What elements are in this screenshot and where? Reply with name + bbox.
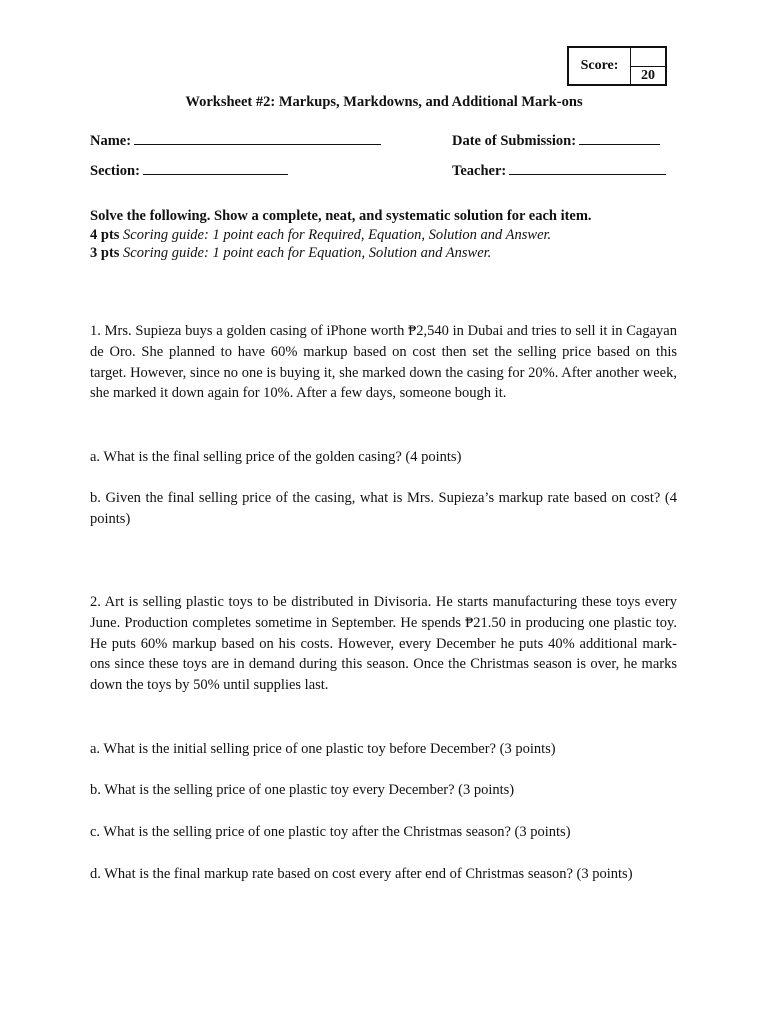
teacher-label: Teacher: xyxy=(452,163,507,179)
section-line[interactable] xyxy=(143,160,288,175)
teacher-line[interactable] xyxy=(509,160,666,175)
problem-1-text: 1. Mrs. Supieza buys a golden casing of iPhone worth ₱2,540 in Dubai and tries to sell it in Cagayan de Oro. She planned to have 60% markup based on cost then set the selling price based on this target. However, since no one is buying it, she marked down the casing for 20%. After another week, she marked it down again for 10%. After a few days, someone bough it. xyxy=(90,323,677,402)
worksheet-title: Worksheet #2: Markups, Markdowns, and Additional Mark-ons xyxy=(185,94,583,110)
three-pts-guide: Scoring guide: 1 point each for Equation, Solution and Answer. xyxy=(123,245,492,261)
score-input-blank[interactable] xyxy=(631,48,665,66)
problem-2a: a. What is the initial selling price of one plastic toy before December? (3 points) xyxy=(90,741,556,757)
name-field xyxy=(90,130,381,150)
section-field xyxy=(90,160,288,180)
problem-2d: d. What is the final markup rate based on cost every after end of Christmas season? (3 points) xyxy=(90,866,633,882)
problem-2-text: 2. Art is selling plastic toys to be distributed in Divisoria. He starts manufacturing these toys every June. Production completes sometime in September. He spends ₱21.50 in producing one plastic toy. He puts 60% markup based on his costs. However, every December he puts 40% additional mark-ons since these toys are in demand during this season. Once the Christmas season is over, he marks down the toys by 50% until supplies last. xyxy=(90,594,677,694)
instructions xyxy=(90,207,690,263)
date-line[interactable] xyxy=(579,130,660,145)
date-label: Date of Submission: xyxy=(452,133,577,149)
score-label: Score: xyxy=(569,48,631,84)
date-field xyxy=(452,130,660,150)
problem-1b: b. Given the final selling price of the casing, what is Mrs. Supieza’s markup rate based on cost? (4 points) xyxy=(90,490,677,527)
score-total: 20 xyxy=(631,66,665,84)
teacher-field xyxy=(452,160,666,180)
problem-2c: c. What is the selling price of one plastic toy after the Christmas season? (3 points) xyxy=(90,824,571,840)
name-label: Name: xyxy=(90,133,132,149)
problem-2b: b. What is the selling price of one plastic toy every December? (3 points) xyxy=(90,782,515,798)
instructions-main: Solve the following. Show a complete, neat, and systematic solution for each item. xyxy=(90,208,592,224)
scoring-3pts xyxy=(90,244,690,263)
problem-1a: a. What is the final selling price of the golden casing? (4 points) xyxy=(90,449,462,465)
four-pts-label: 4 pts xyxy=(90,226,120,243)
four-pts-guide: Scoring guide: 1 point each for Required, Equation, Solution and Answer. xyxy=(123,226,552,243)
three-pts-label: 3 pts xyxy=(90,245,120,261)
section-label: Section: xyxy=(90,163,140,179)
scoring-4pts xyxy=(90,226,690,245)
name-line[interactable] xyxy=(134,130,381,145)
score-box xyxy=(567,46,667,86)
